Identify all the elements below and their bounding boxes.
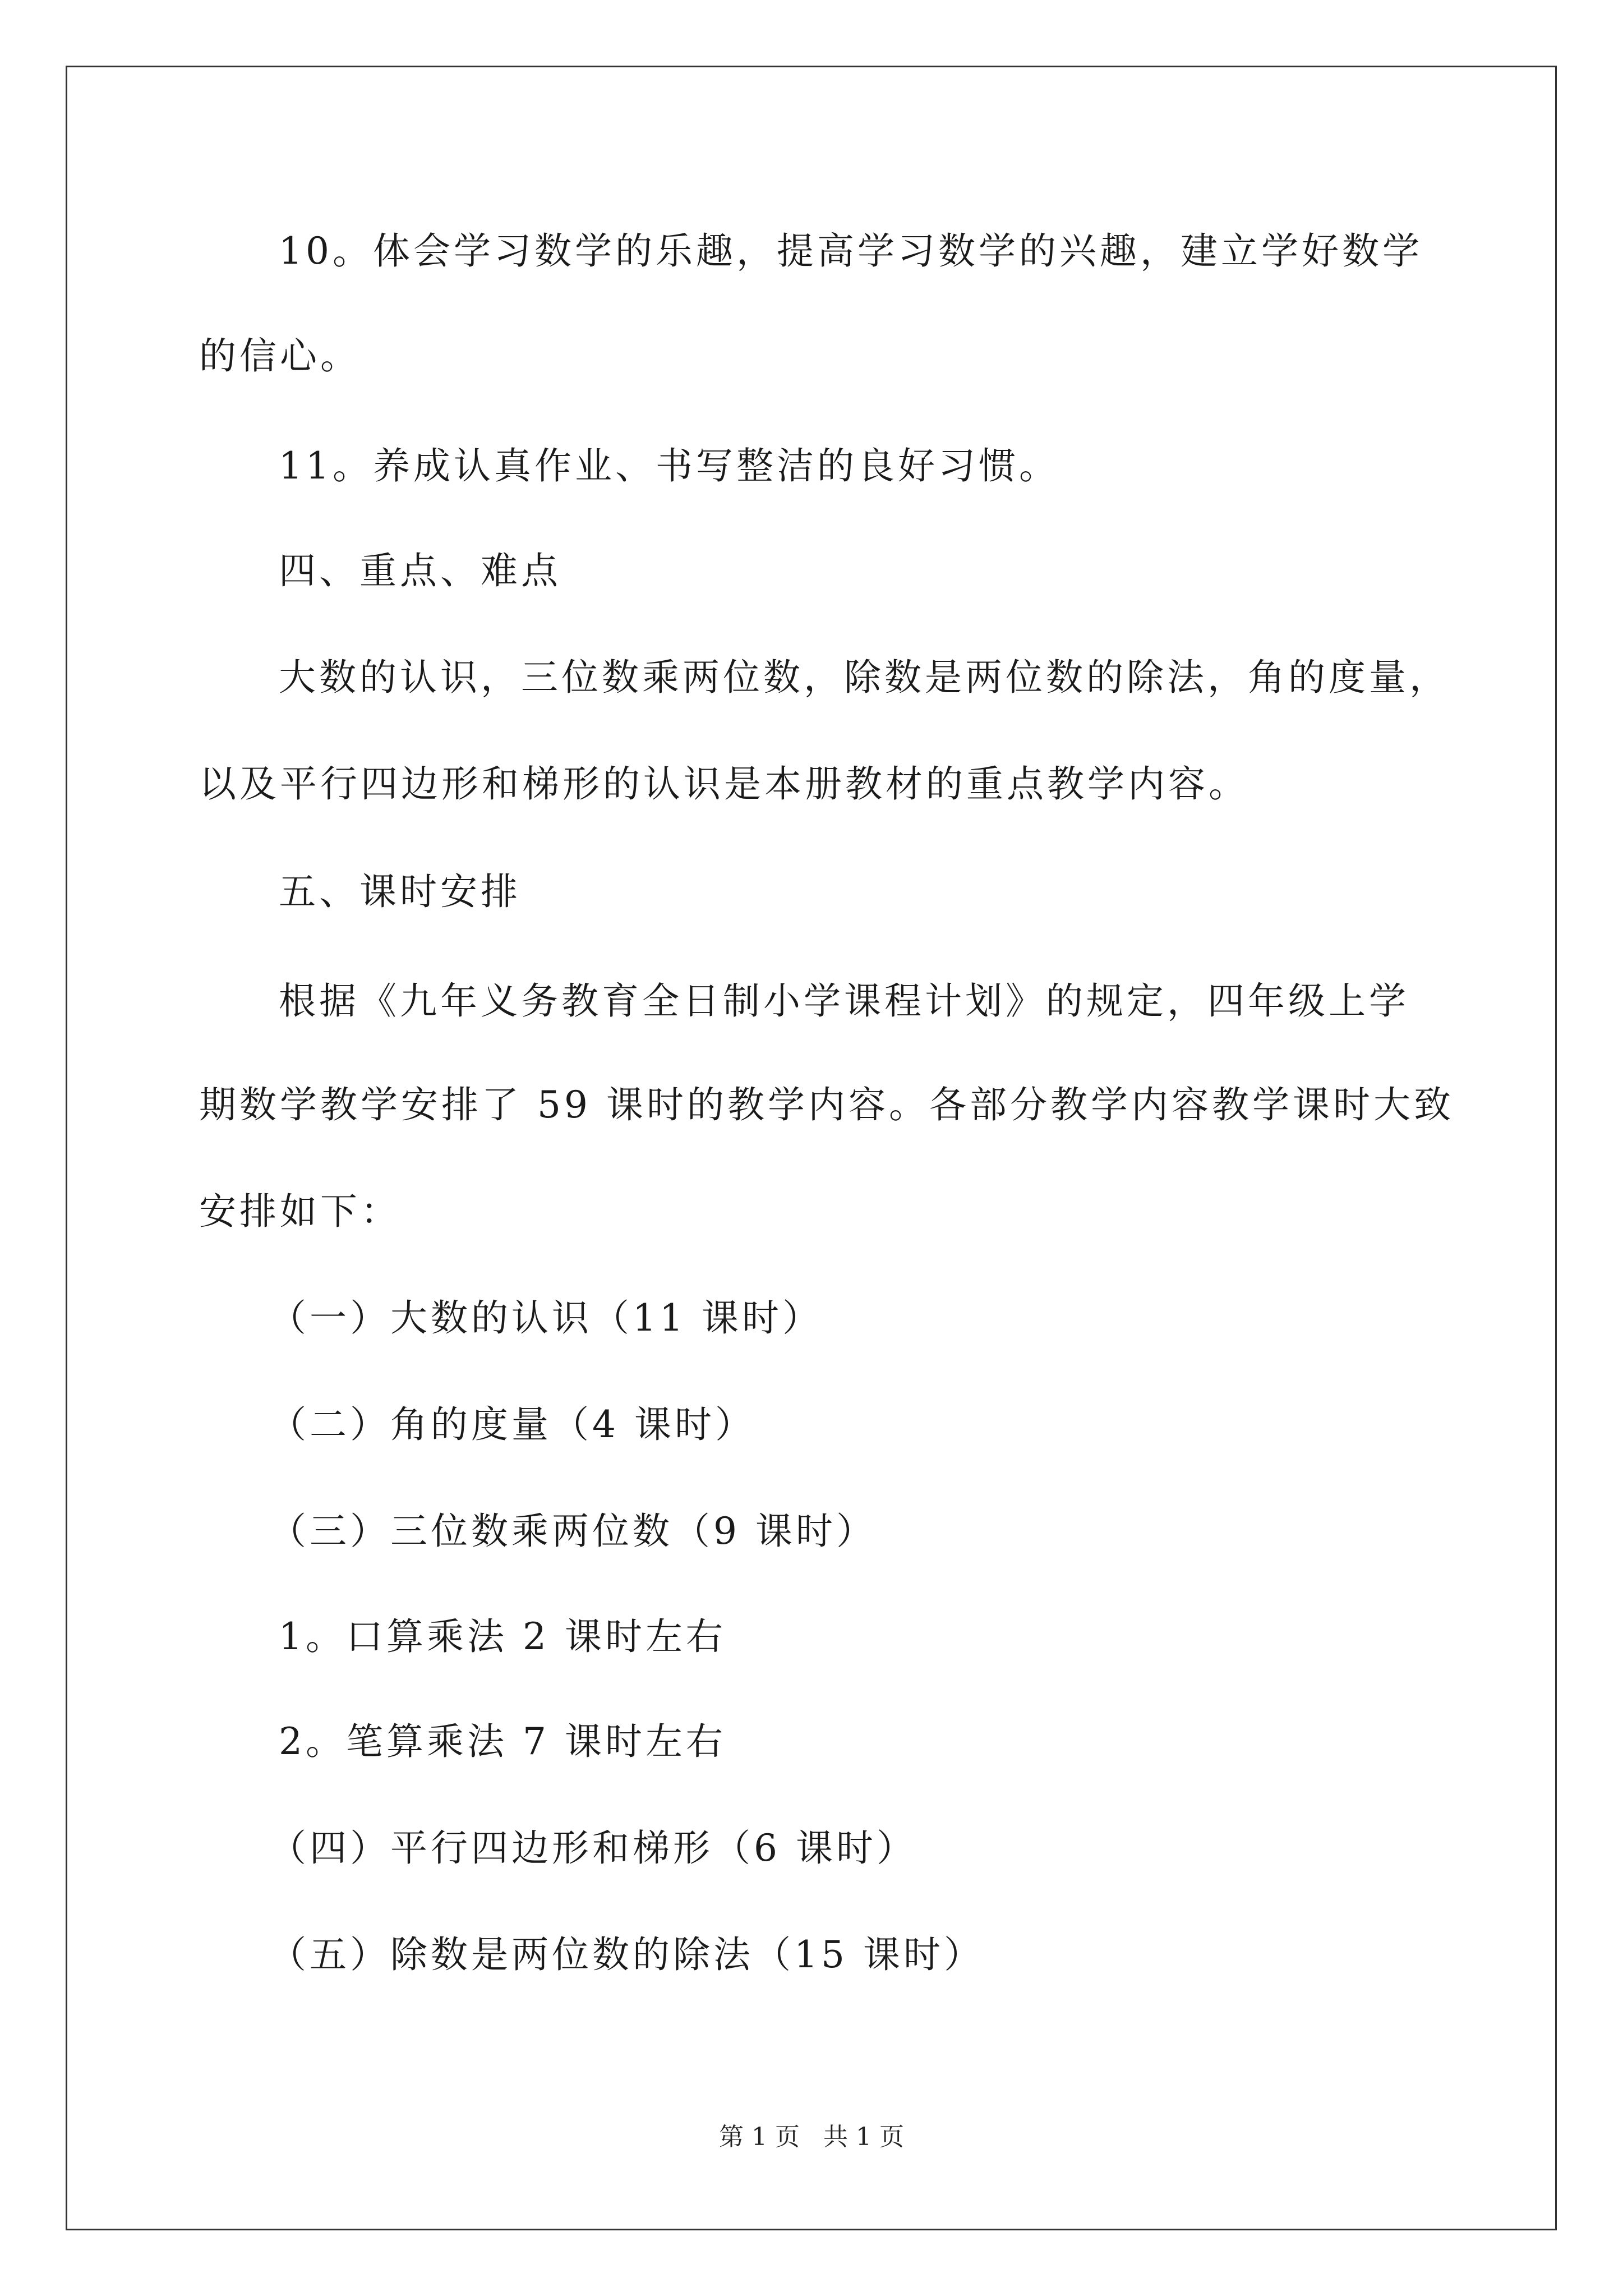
paragraph-line: 10。体会学习数学的乐趣，提高学习数学的兴趣，建立学好数学 [279, 229, 1423, 273]
paragraph-line: 11。养成认真作业、书写整洁的良好习惯。 [279, 444, 1059, 487]
section-heading: 四、重点、难点 [279, 549, 561, 592]
paragraph-line: 的信心。 [199, 334, 361, 378]
section-heading: 五、课时安排 [279, 870, 521, 913]
list-item: （五）除数是两位数的除法（15 课时） [269, 1933, 984, 1976]
list-item: （四）平行四边形和梯形（6 课时） [269, 1826, 917, 1870]
list-item: （三）三位数乘两位数（9 课时） [269, 1510, 877, 1553]
paragraph-line: 以及平行四边形和梯形的认识是本册教材的重点教学内容。 [199, 762, 1249, 806]
list-item: （一）大数的认识（11 课时） [269, 1296, 823, 1340]
page-number-footer: 第 1 页 共 1 页 [719, 2123, 904, 2151]
paragraph-line: 期数学教学安排了 59 课时的教学内容。各部分教学内容教学课时大致 [199, 1083, 1454, 1126]
paragraph-line: 根据《九年义务教育全日制小学课程计划》的规定，四年级上学 [279, 979, 1409, 1023]
page-border [66, 66, 1557, 2230]
paragraph-line: 安排如下： [199, 1190, 401, 1233]
list-item: （二）角的度量（4 课时） [269, 1403, 755, 1446]
list-item: 1。口算乘法 2 课时左右 [279, 1615, 726, 1658]
list-item: 2。笔算乘法 7 课时左右 [279, 1720, 726, 1763]
paragraph-line: 大数的认识，三位数乘两位数，除数是两位数的除法，角的度量， [279, 656, 1450, 699]
